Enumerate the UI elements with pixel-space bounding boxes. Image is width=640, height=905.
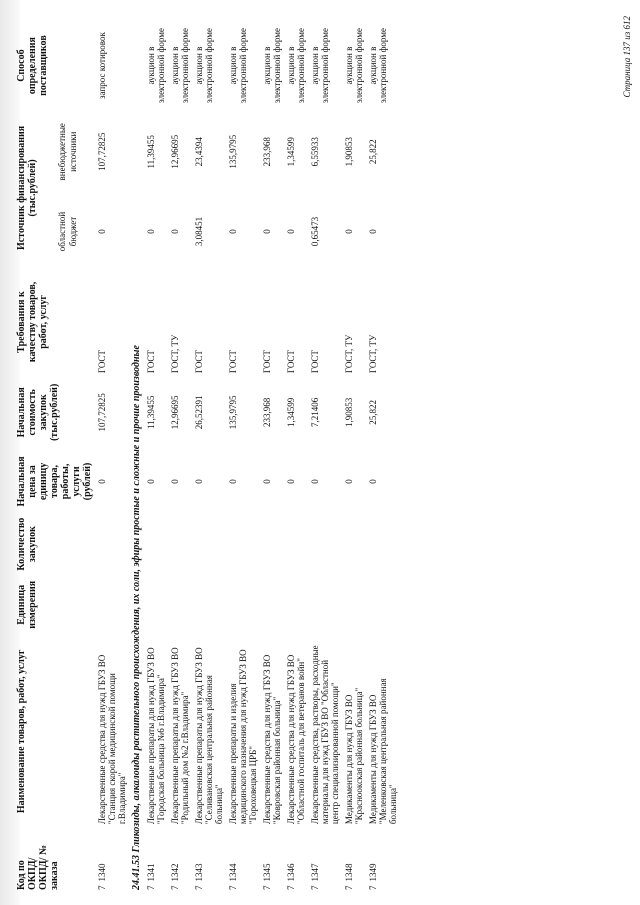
row-method: аукцион в электронной форме: [286, 28, 306, 104]
row-order-number: 1343: [194, 863, 204, 882]
row-funding-regional: 0: [97, 229, 107, 234]
row-unit-price: 0: [310, 479, 320, 484]
row-name: Лекарственные препараты для нужд ГБУЗ ВО "Селивановская центральная районная больница": [194, 647, 224, 825]
table-body-first: [95, 23, 129, 893]
row-funding-offbudget: 1,90853: [344, 137, 354, 167]
row-requirements: ГОСТ: [286, 350, 296, 374]
row-order-number: 1348: [344, 863, 354, 882]
row-funding-offbudget: 1,34599: [286, 137, 296, 167]
row-code-prefix: 7: [344, 885, 354, 890]
row-requirements: ГОСТ: [146, 350, 156, 374]
table-row: [308, 23, 342, 893]
row-requirements: ГОСТ, ТУ: [368, 334, 378, 374]
row-code: [192, 827, 226, 893]
row-qty: [226, 514, 260, 574]
row-code-prefix: 7: [286, 885, 296, 890]
row-name: Лекарственные препараты для нужд ГБУЗ ВО "Родильный дом №2 г.Владимира": [170, 647, 190, 825]
row-code: [144, 827, 168, 893]
table-header: [14, 23, 95, 893]
row-funding-regional: 0: [286, 229, 296, 234]
row-code-prefix: 7: [368, 885, 378, 890]
row-funding-offbudget: 107,72825: [97, 132, 107, 171]
row-code-prefix: 7: [262, 885, 272, 890]
group-title: 24.41.53 Гликозиды, алкалоиды растительного происхождения, их соли, эфиры простые и сложные и прочие производные: [131, 345, 142, 890]
header-name: Наименование товаров, работ, услуг: [16, 649, 27, 814]
row-requirements: ГОСТ: [310, 350, 320, 374]
row-method: аукцион в электронной форме: [344, 28, 364, 104]
row-funding-offbudget: 12,96695: [170, 134, 180, 169]
row-name: Лекарственные средства для нужд ГБУЗ ВО "Областной госпиталь для ветеранов войн": [286, 654, 306, 825]
header-requirements: Требования к качеству товаров, работ, услуг: [16, 281, 49, 363]
row-order-number: 1349: [368, 863, 378, 882]
row-unit-price: 0: [228, 479, 238, 484]
row-funding-regional: 0: [228, 229, 238, 234]
row-method: аукцион в электронной форме: [262, 28, 282, 104]
row-total: 25,822: [368, 399, 378, 425]
row-funding-regional: 0: [146, 229, 156, 234]
row-unit: [168, 574, 192, 636]
row-method: аукцион в электронной форме: [194, 28, 214, 104]
header-unit: Единица измерения: [16, 580, 38, 629]
row-funding-offbudget: 135,9795: [228, 134, 238, 169]
header-qty: Количество закупок: [16, 517, 38, 571]
row-total: 233,968: [262, 397, 272, 427]
group-heading: [129, 23, 144, 893]
row-total: 1,34599: [286, 397, 296, 427]
table-row: [342, 23, 366, 893]
header-funding-regional: областной бюджет: [56, 211, 78, 252]
row-total: 7,21406: [310, 397, 320, 427]
row-funding-offbudget: 23,4394: [194, 137, 204, 167]
row-method: аукцион в электронной форме: [146, 28, 166, 104]
row-unit-price: 0: [286, 479, 296, 484]
row-method: запрос котировок: [97, 32, 107, 99]
header-total: Начальная стоимость закупок (тыс.рублей): [16, 383, 60, 441]
row-funding-offbudget: 233,968: [262, 137, 272, 167]
row-requirements: ГОСТ, ТУ: [170, 334, 180, 374]
table-row: [192, 23, 226, 893]
row-qty: [168, 514, 192, 574]
row-code-prefix: 7: [194, 885, 204, 890]
row-code: [95, 827, 129, 893]
row-funding-regional: 0: [368, 229, 378, 234]
row-unit: [95, 574, 129, 636]
row-unit-price: 0: [97, 479, 107, 484]
table-row: [260, 23, 284, 893]
header-unit-price: Начальная цена за единицу товара, работы, услуги (рублей): [16, 456, 93, 507]
row-unit: [366, 574, 400, 636]
row-code: [260, 827, 284, 893]
table-row: [226, 23, 260, 893]
row-funding-offbudget: 11,39455: [146, 135, 156, 169]
row-order-number: 1344: [228, 863, 238, 882]
row-qty: [144, 514, 168, 574]
row-funding-regional: 0,65473: [310, 216, 320, 247]
row-unit: [308, 574, 342, 636]
row-total: 12,96695: [170, 395, 180, 430]
row-code-prefix: 7: [228, 885, 238, 890]
row-funding-offbudget: 6,55933: [310, 137, 320, 167]
row-code-prefix: 7: [97, 885, 107, 890]
row-qty: [308, 514, 342, 574]
row-unit-price: 0: [344, 479, 354, 484]
row-name: Лекарственные средства, растворы, расходные материалы для нужд ГБУЗ ВО "Областной центр специализированной помощи": [310, 645, 340, 825]
row-unit: [226, 574, 260, 636]
row-qty: [366, 514, 400, 574]
row-order-number: 1345: [262, 863, 272, 882]
table-row: [144, 23, 168, 893]
table-row: [284, 23, 308, 893]
row-name: Лекарственные препараты для нужд ГБУЗ ВО "Городская больница №6 г.Владимира": [146, 647, 166, 825]
row-qty: [284, 514, 308, 574]
row-order-number: 1346: [286, 863, 296, 882]
row-code: [308, 827, 342, 893]
row-name: Медикаменты для нужд ГБУЗ ВО "Красноокская районная больница": [344, 687, 364, 825]
row-funding-regional: 0: [262, 229, 272, 234]
row-total: 107,72825: [97, 393, 107, 432]
row-unit-price: 0: [368, 479, 378, 484]
row-total: 1,90853: [344, 397, 354, 427]
row-order-number: 1342: [170, 863, 180, 882]
row-code: [342, 827, 366, 893]
row-unit-price: 0: [194, 479, 204, 484]
row-code-prefix: 7: [170, 885, 180, 890]
row-qty: [192, 514, 226, 574]
row-funding-regional: 0: [170, 229, 180, 234]
row-order-number: 1340: [97, 863, 107, 882]
row-unit-price: 0: [170, 479, 180, 484]
row-qty: [342, 514, 366, 574]
row-code: [226, 827, 260, 893]
row-unit: [192, 574, 226, 636]
row-total: 11,39455: [146, 395, 156, 430]
header-funding-offbudget: внебюджетные источники: [56, 123, 78, 181]
row-requirements: ГОСТ, ТУ: [344, 334, 354, 374]
row-method: аукцион в электронной форме: [368, 28, 388, 104]
row-unit: [342, 574, 366, 636]
row-unit: [144, 574, 168, 636]
row-unit-price: 0: [146, 479, 156, 484]
row-qty: [260, 514, 284, 574]
row-unit: [284, 574, 308, 636]
row-funding-regional: 0: [344, 229, 354, 234]
procurement-table: [14, 23, 400, 893]
table-row: [95, 23, 129, 893]
table-row: [168, 23, 192, 893]
row-code: [168, 827, 192, 893]
row-requirements: ГОСТ: [194, 350, 204, 374]
row-code-prefix: 7: [146, 885, 156, 890]
row-total: 135,9795: [228, 395, 238, 430]
page-number: Страница 137 из 612: [622, 16, 632, 98]
header-code: Код по ОКПД/ ОКПД/ № заказа: [16, 844, 60, 890]
row-code-prefix: 7: [310, 885, 320, 890]
header-method: Способ определения поставщиков: [16, 35, 49, 96]
row-method: аукцион в электронной форме: [228, 28, 248, 104]
row-funding-regional: 3,08451: [194, 216, 204, 247]
row-requirements: ГОСТ: [228, 350, 238, 374]
row-unit: [260, 574, 284, 636]
row-total: 26,52391: [194, 395, 204, 430]
row-code: [366, 827, 400, 893]
row-code: [284, 827, 308, 893]
row-name: Лекарственные препараты и изделия медицинского назначения для нужд ГБУЗ ВО "Гороховецкая ЦРБ": [228, 649, 258, 825]
row-requirements: ГОСТ: [97, 350, 107, 374]
row-qty: [95, 514, 129, 574]
row-name: Медикаменты для нужд ГБУЗ ВО "Меленковская центральная районная больница": [368, 678, 398, 825]
row-name: Лекарственные средства для нужд ГБУЗ ВО "Станция скорой медицинской помощи г.Владимира": [97, 654, 127, 825]
row-funding-offbudget: 25,822: [368, 139, 378, 165]
table-body-second: [144, 23, 400, 893]
row-requirements: ГОСТ: [262, 350, 272, 374]
row-name: Лекарственные средства для нужд ГБУЗ ВО "Ковровская районная больница": [262, 654, 282, 825]
header-funding: Источник финансирования (тыс.рублей): [16, 125, 38, 251]
row-order-number: 1347: [310, 863, 320, 882]
row-method: аукцион в электронной форме: [310, 28, 330, 104]
row-order-number: 1341: [146, 863, 156, 882]
table-row: [366, 23, 400, 893]
row-method: аукцион в электронной форме: [170, 28, 190, 104]
row-unit-price: 0: [262, 479, 272, 484]
